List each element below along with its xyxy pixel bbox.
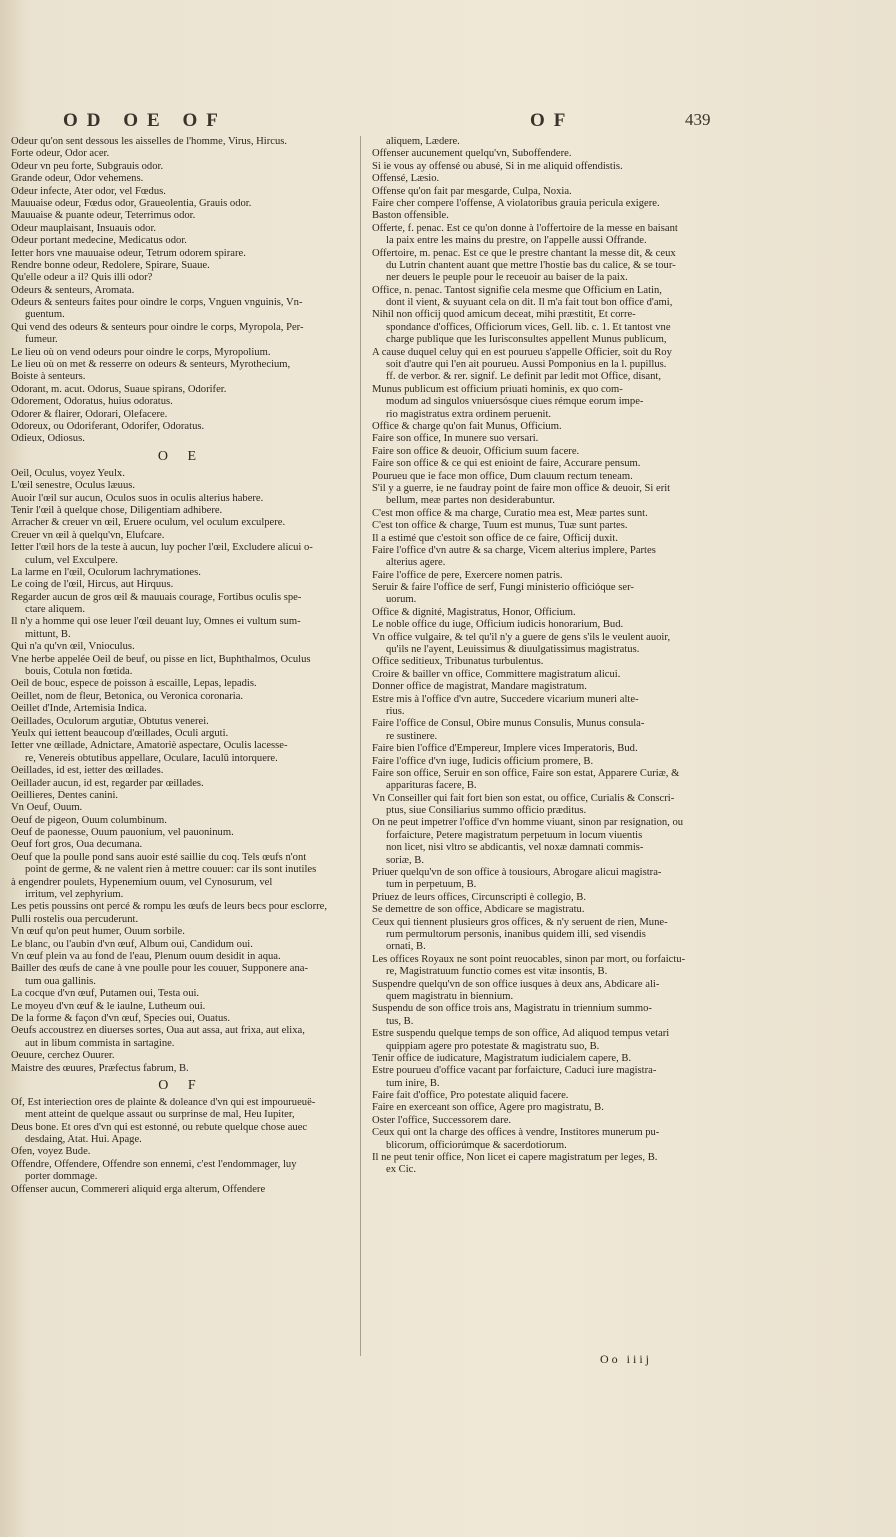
dictionary-line: Faire l'office de pere, Exercere nomen patris. <box>372 569 563 581</box>
dictionary-line: Pulli rostelis oua percuderunt. <box>11 913 139 925</box>
dictionary-line: Tenir l'œil à quelque chose, Diligentiam adhibere. <box>11 504 223 516</box>
dictionary-line: Oeuure, cerchez Ouurer. <box>11 1050 115 1062</box>
dictionary-line: non licet, nisi vltro se abdicantis, vel noxæ damnati commis- <box>386 842 644 854</box>
dictionary-line: Oeillades, Oculorum argutiæ, Obtutus venerei. <box>11 715 209 727</box>
dictionary-line: ornati, B. <box>386 941 426 953</box>
dictionary-line: Offertoire, m. penac. Est ce que le prestre chantant la messe dit, & ceux <box>372 247 676 259</box>
dictionary-line: Le coing de l'œil, Hircus, aut Hirquus. <box>11 579 174 591</box>
dictionary-line: Les offices Royaux ne sont point reuocables, sinon par mort, ou forfaictu- <box>372 953 686 965</box>
dictionary-line: Munus publicum est officium priuati hominis, ex quo com- <box>372 383 623 395</box>
dictionary-line: Faire son office & ce qui est enioint de faire, Accurare pensum. <box>372 458 641 470</box>
dictionary-line: Arracher & creuer vn œil, Eruere oculum, vel oculum exculpere. <box>11 517 286 529</box>
dictionary-line: L'œil senestre, Oculus læuus. <box>11 480 136 492</box>
dictionary-line: Odorer & flairer, Odorari, Olefacere. <box>11 408 168 420</box>
dictionary-line: Estre pourueu d'office vacant par forfaicture, Caduci iure magistra- <box>372 1065 657 1077</box>
section-heading: O F <box>158 1077 204 1093</box>
dictionary-line: Nihil non officij quod amicum deceat, mihi præstitit, Et corre- <box>372 309 636 321</box>
dictionary-line: desdaing, Atat. Hui. Apage. <box>25 1134 142 1146</box>
dictionary-line: Office & dignité, Magistratus, Honor, Officium. <box>372 606 576 618</box>
dictionary-line: Baston offensible. <box>372 210 449 222</box>
dictionary-line: du Lutrin chantent auant que mettre l'hostie bas du calice, & se tour- <box>386 259 676 271</box>
dictionary-line: Odoreux, ou Odoriferant, Odorifer, Odoratus. <box>11 420 205 432</box>
dictionary-line: C'est ton office & charge, Tuum est munus, Tuæ sunt partes. <box>372 520 628 532</box>
dictionary-line: Oeillader aucun, id est, regarder par œillades. <box>11 777 204 789</box>
dictionary-line: forfaicture, Petere magistratum perpetuum in locum viuentis <box>386 829 643 841</box>
dictionary-line: Faire l'office d'vn iuge, Iudicis officium promere, B. <box>372 755 594 767</box>
dictionary-line: soit d'autre qui l'en ait pourueu. Aussi Pomponius en la l. pupillus. <box>386 359 667 371</box>
dictionary-line: Office seditieux, Tribunatus turbulentus. <box>372 656 544 668</box>
dictionary-line: Vn office vulgaire, & tel qu'il n'y a guere de gens s'ils le veulent auoir, <box>372 631 671 643</box>
dictionary-line: Oeillades, id est, ietter des œillades. <box>11 765 164 777</box>
running-header-left: OD OE OF <box>63 110 227 131</box>
dictionary-line: fumeur. <box>25 334 58 346</box>
dictionary-line: Faire l'office de Consul, Obire munus Consulis, Munus consula- <box>372 718 645 730</box>
dictionary-line: irritum, vel zephyrium. <box>25 889 124 901</box>
dictionary-line: Offenser aucunement quelqu'vn, Suboffendere. <box>372 148 572 160</box>
dictionary-line: Odeur qu'on sent dessous les aisselles de l'homme, Virus, Hircus. <box>11 136 288 147</box>
dictionary-line: Offerte, f. penac. Est ce qu'on donne à l'offertoire de la messe en baisant <box>372 222 678 234</box>
dictionary-line: Odieux, Odiosus. <box>11 433 85 445</box>
dictionary-line: Faire cher compere l'offense, A violatoribus grauia pericula exigere. <box>372 197 660 209</box>
dictionary-line: Offenser aucun, Commereri aliquid erga alterum, Offendere <box>11 1183 266 1195</box>
left-column <box>11 136 351 1196</box>
dictionary-line: Regarder aucun de gros œil & mauuais courage, Fortibus oculis spe- <box>11 591 302 603</box>
dictionary-line: guentum. <box>25 309 65 321</box>
dictionary-line: ex Cic. <box>386 1164 417 1176</box>
running-header-right: OF <box>530 110 575 131</box>
dictionary-line: Faire l'office d'vn autre & sa charge, Vicem alterius implere, Partes <box>372 544 656 556</box>
dictionary-line: Oeuf que la poulle pond sans auoir esté saillie du coq. Tels œufs n'ont <box>11 851 307 863</box>
dictionary-line: Estre mis à l'office d'vn autre, Succedere vicarium muneri alte- <box>372 693 639 705</box>
dictionary-line: quem magistratu in biennium. <box>386 990 514 1002</box>
dictionary-line: rius. <box>386 705 405 717</box>
dictionary-line: Faire son office, Seruir en son office, Faire son estat, Apparere Curiæ, & <box>372 767 680 779</box>
dictionary-line: Boiste à senteurs. <box>11 371 86 383</box>
dictionary-line: Ietter hors vne mauuaise odeur, Tetrum odorem spirare. <box>11 247 246 259</box>
dictionary-line: Vn œuf qu'on peut humer, Ouum sorbile. <box>11 926 185 938</box>
dictionary-line: tus, B. <box>386 1015 414 1027</box>
dictionary-line: Faire bien l'office d'Empereur, Implere vices Imperatoris, Bud. <box>372 743 638 755</box>
dictionary-line: à engendrer poulets, Hypenemium ouum, vel Cynosurum, vel <box>11 876 273 888</box>
column-divider <box>360 136 361 1356</box>
dictionary-line: Forte odeur, Odor acer. <box>11 148 110 160</box>
page-number: 439 <box>685 110 711 129</box>
dictionary-line: Offense qu'on fait par mesgarde, Culpa, Noxia. <box>372 185 572 197</box>
dictionary-line: Si ie vous ay offensé ou abusé, Si in me aliquid offendistis. <box>372 160 623 172</box>
dictionary-line: ff. de verbor. & rer. signif. Le definit par ledit mot Office, disant, <box>386 371 661 383</box>
dictionary-line: Bailler des œufs de cane à vne poulle pour les couuer, Supponere ana- <box>11 963 308 975</box>
dictionary-line: Ceux qui ont la charge des offices à vendre, Institores munerum pu- <box>372 1127 660 1139</box>
dictionary-line: Grande odeur, Odor vehemens. <box>11 173 144 185</box>
dictionary-line: Ietter l'œil hors de la teste à aucun, luy pocher l'œil, Excludere alicui o- <box>11 542 313 554</box>
dictionary-line: Creuer vn œil à quelqu'vn, Elufcare. <box>11 529 165 541</box>
dictionary-line: modum ad singulos vniuersósque ciues rémque eorum impe- <box>386 396 644 408</box>
dictionary-line: mittunt, B. <box>25 628 71 640</box>
dictionary-line: Ceux qui tiennent plusieurs gros offices, & n'y seruent de rien, Mune- <box>372 916 668 928</box>
right-column <box>372 136 702 1177</box>
dictionary-line: Mauuaise odeur, Fœdus odor, Graueolentia, Grauis odor. <box>11 197 252 209</box>
dictionary-line: Il a estimé que c'estoit son office de ce faire, Officij duxit. <box>372 532 618 544</box>
dictionary-line: Odeurs & senteurs faites pour oindre le corps, Vnguen vnguinis, Vn- <box>11 297 303 309</box>
dictionary-line: Faire son office, In munere suo versari. <box>372 433 539 445</box>
dictionary-line: Oster l'office, Successorem dare. <box>372 1114 512 1126</box>
dictionary-line: Odeur infecte, Ater odor, vel Fœdus. <box>11 185 166 197</box>
dictionary-line: point de germe, & ne valent rien à mettre couuer: car ils sont inutiles <box>25 864 317 876</box>
dictionary-line: Le lieu où on met & resserre on odeurs & senteurs, Myrothecium, <box>11 359 291 371</box>
dictionary-line: ner deuers le peuple pour le receuoir au baiser de la paix. <box>386 272 628 284</box>
dictionary-line: Le lieu où on vend odeurs pour oindre le corps, Myropolium. <box>11 346 271 358</box>
dictionary-line: Priuer quelqu'vn de son office à tousiours, Abrogare alicui magistra- <box>372 867 662 879</box>
dictionary-line: soriæ, B. <box>386 854 424 866</box>
dictionary-line: Office, n. penac. Tantost signifie cela mesme que Officium en Latin, <box>372 284 662 296</box>
dictionary-line: Qui n'a qu'vn œil, Vnioculus. <box>11 641 135 653</box>
dictionary-line: S'il y a guerre, ie ne faudray point de faire mon office & deuoir, Si erit <box>372 482 671 494</box>
dictionary-line: aut in libum commista in sartagine. <box>25 1037 175 1049</box>
dictionary-line: Odorant, m. acut. Odorus, Suaue spirans, Odorifer. <box>11 383 227 395</box>
dictionary-line: Oeil, Oculus, voyez Yeulx. <box>11 467 125 479</box>
dictionary-line: bouis, Cotula non fœtida. <box>25 666 133 678</box>
dictionary-line: Oeil de bouc, espece de poisson à escaille, Lepas, lepadis. <box>11 678 257 690</box>
dictionary-line: Seruir & faire l'office de serf, Fungi ministerio officióque ser- <box>372 582 634 594</box>
dictionary-line: Oeuf fort gros, Oua decumana. <box>11 839 143 851</box>
dictionary-line: Estre suspendu quelque temps de son office, Ad aliquod tempus vetari <box>372 1028 670 1040</box>
dictionary-line: charge publique que les Iurisconsultes appellent Munus publicum, <box>386 334 667 346</box>
dictionary-line: rum permultorum personis, inanibus quidem illi, sed visendis <box>386 929 646 940</box>
dictionary-line: Vn Oeuf, Ouum. <box>11 802 83 814</box>
dictionary-line: Suspendu de son office trois ans, Magistratu in triennium summo- <box>372 1003 652 1015</box>
dictionary-line: Qu'elle odeur a il? Quis illi odor? <box>11 272 153 284</box>
dictionary-line: Tenir office de iudicature, Magistratum iudicialem capere, B. <box>372 1052 632 1064</box>
dictionary-line: re sustinere. <box>386 730 438 742</box>
dictionary-line: Odeur portant medecine, Medicatus odor. <box>11 235 187 247</box>
dictionary-line: Oeillet d'Inde, Artemisia Indica. <box>11 703 147 715</box>
dictionary-line: Priuez de leurs offices, Circunscripti è collegio, B. <box>372 891 586 903</box>
dictionary-line: Of, Est interiection ores de plainte & doleance d'vn qui est impourueuë- <box>11 1096 316 1108</box>
dictionary-line: Offensé, Læsio. <box>372 173 440 185</box>
dictionary-line: spondance d'offices, Officiorum vices, Gell. lib. c. 1. Et tantost vne <box>386 321 671 333</box>
dictionary-line: quippiam agere pro potestate & magistratu suo, B. <box>386 1040 600 1052</box>
dictionary-line: Oeufs accoustrez en diuerses sortes, Oua aut assa, aut frixa, aut elixa, <box>11 1025 305 1037</box>
dictionary-line: Faire fait d'office, Pro potestate aliquid facere. <box>372 1090 569 1102</box>
dictionary-line: Se demettre de son office, Abdicare se magistratu. <box>372 904 585 916</box>
dictionary-line: Faire en exerceant son office, Agere pro magistratu, B. <box>372 1102 604 1114</box>
dictionary-line: uorum. <box>386 594 417 606</box>
dictionary-line: Qui vend des odeurs & senteurs pour oindre le corps, Myropola, Per- <box>11 321 304 333</box>
dictionary-line: Odorement, Odoratus, huius odoratus. <box>11 396 173 408</box>
dictionary-line: Faire son office & deuoir, Officium suum facere. <box>372 445 580 457</box>
dictionary-line: Oeillet, nom de fleur, Betonica, ou Veronica coronaria. <box>11 690 244 702</box>
dictionary-line: Il n'y a homme qui ose leuer l'œil deuant luy, Omnes ei vultum sum- <box>11 616 301 628</box>
dictionary-line: Le blanc, ou l'aubin d'vn œuf, Album oui, Candidum oui. <box>11 938 253 950</box>
dictionary-line: Auoir l'œil sur aucun, Oculos suos in oculis alterius habere. <box>11 492 264 504</box>
dictionary-line: Rendre bonne odeur, Redolere, Spirare, Suaue. <box>11 259 210 271</box>
dictionary-line: Maistre des œuures, Præfectus fabrum, B. <box>11 1062 189 1074</box>
dictionary-line: De la forme & façon d'vn œuf, Species oui, Ouatus. <box>11 1012 231 1024</box>
dictionary-line: On ne peut impetrer l'office d'vn homme viuant, sinon par resignation, ou <box>372 817 684 829</box>
dictionary-line: Odeur mauplaisant, Insuauis odor. <box>11 222 157 234</box>
dictionary-line: porter dommage. <box>25 1171 98 1183</box>
dictionary-line: qu'ils ne l'ayent, Leuissimus & diuulgatissimus magistratus. <box>386 644 640 656</box>
dictionary-line: Ietter vne œillade, Adnictare, Amatoriè aspectare, Oculis lacesse- <box>11 740 288 752</box>
dictionary-line: Oeillieres, Dentes canini. <box>11 789 119 801</box>
dictionary-line: blicorum, officiorúmque & sacerdotiorum. <box>386 1139 567 1151</box>
dictionary-line: tum oua gallinis. <box>25 975 96 987</box>
dictionary-line: aliquem, Lædere. <box>386 136 460 147</box>
dictionary-line: culum, vel Exculpere. <box>25 554 118 566</box>
dictionary-line: Le noble office du iuge, Officium iudicis honorarium, Bud. <box>372 619 624 631</box>
dictionary-line: Suspendre quelqu'vn de son office iusques à deux ans, Abdicare ali- <box>372 978 660 990</box>
dictionary-line: Odeur vn peu forte, Subgrauis odor. <box>11 160 164 172</box>
dictionary-line: Oeuf de pigeon, Ouum columbinum. <box>11 814 167 826</box>
dictionary-line: ptus, siue Consiliarius summo officio præditus. <box>386 805 587 817</box>
dictionary-line: Donner office de magistrat, Mandare magistratum. <box>372 681 587 693</box>
dictionary-line: La cocque d'vn œuf, Putamen oui, Testa oui. <box>11 988 200 1000</box>
dictionary-line: Offendre, Offendere, Offendre son ennemi, c'est l'endommager, luy <box>11 1158 297 1170</box>
dictionary-line: Mauuaise & puante odeur, Teterrimus odor. <box>11 210 196 222</box>
dictionary-line: Odeurs & senteurs, Aromata. <box>11 284 135 296</box>
dictionary-line: apparituras facere, B. <box>386 780 477 792</box>
dictionary-line: dont il vient, & suyuant cela on dit. Il m'a fait tout bon office d'ami, <box>386 297 673 309</box>
dictionary-line: A cause duquel celuy qui en est pourueu s'appelle Officier, soit du Roy <box>372 346 672 358</box>
dictionary-line: rio magistratus extra ordinem peruenit. <box>386 408 552 420</box>
dictionary-line: Croire & bailler vn office, Committere magistratum alicui. <box>372 668 621 680</box>
dictionary-line: Vn Conseiller qui fait fort bien son estat, ou office, Curialis & Conscri- <box>372 792 675 804</box>
dictionary-line: re, Magistratuum functio comes est vitæ insontis, B. <box>386 966 608 978</box>
dictionary-line: La larme en l'œil, Oculorum lachrymationes. <box>11 566 201 578</box>
dictionary-line: Il ne peut tenir office, Non licet ei capere magistratum per leges, B. <box>372 1152 658 1164</box>
dictionary-line: ment atteint de quelque assaut ou surprinse de mal, Heu Iupiter, <box>25 1109 295 1121</box>
dictionary-line: Les petis poussins ont percé & rompu les œufs de leurs becs pour esclorre, <box>11 901 327 913</box>
dictionary-line: la paix entre les mains du prestre, on l'appelle aussi Offrande. <box>386 235 647 247</box>
dictionary-line: C'est mon office & ma charge, Curatio mea est, Meæ partes sunt. <box>372 507 648 519</box>
dictionary-line: Deus bone. Et ores d'vn qui est estonné, ou rebute quelque chose auec <box>11 1121 308 1133</box>
dictionary-line: ctare aliquem. <box>25 604 85 616</box>
dictionary-line: alterius agere. <box>386 557 446 569</box>
signature-mark: Oo iiij <box>600 1352 653 1366</box>
dictionary-line: Pourueu que ie face mon office, Dum clauum rectum teneam. <box>372 470 633 482</box>
dictionary-line: re, Venereis obtutibus appellare, Oculare, Iaculū intorquere. <box>25 752 278 764</box>
dictionary-line: Ofen, voyez Bude. <box>11 1146 91 1158</box>
dictionary-line: Yeulx qui iettent beaucoup d'œillades, Oculi arguti. <box>11 727 229 739</box>
dictionary-line: Office & charge qu'on fait Munus, Officium. <box>372 420 562 432</box>
dictionary-line: Le moyeu d'vn œuf & le iaulne, Lutheum oui. <box>11 1000 206 1012</box>
dictionary-line: bellum, meæ partes non desiderabuntur. <box>386 495 555 507</box>
dictionary-line: tum in perpetuum, B. <box>386 879 477 891</box>
dictionary-line: Vn œuf plein va au fond de l'eau, Plenum ouum desidit in aqua. <box>11 951 281 962</box>
dictionary-line: Vne herbe appelée Oeil de beuf, ou pisse en lict, Buphthalmos, Oculus <box>11 653 311 665</box>
section-heading: O E <box>157 448 205 464</box>
dictionary-line: Oeuf de paonesse, Ouum pauonium, vel pauoninum. <box>11 827 234 839</box>
dictionary-line: tum inire, B. <box>386 1077 440 1089</box>
